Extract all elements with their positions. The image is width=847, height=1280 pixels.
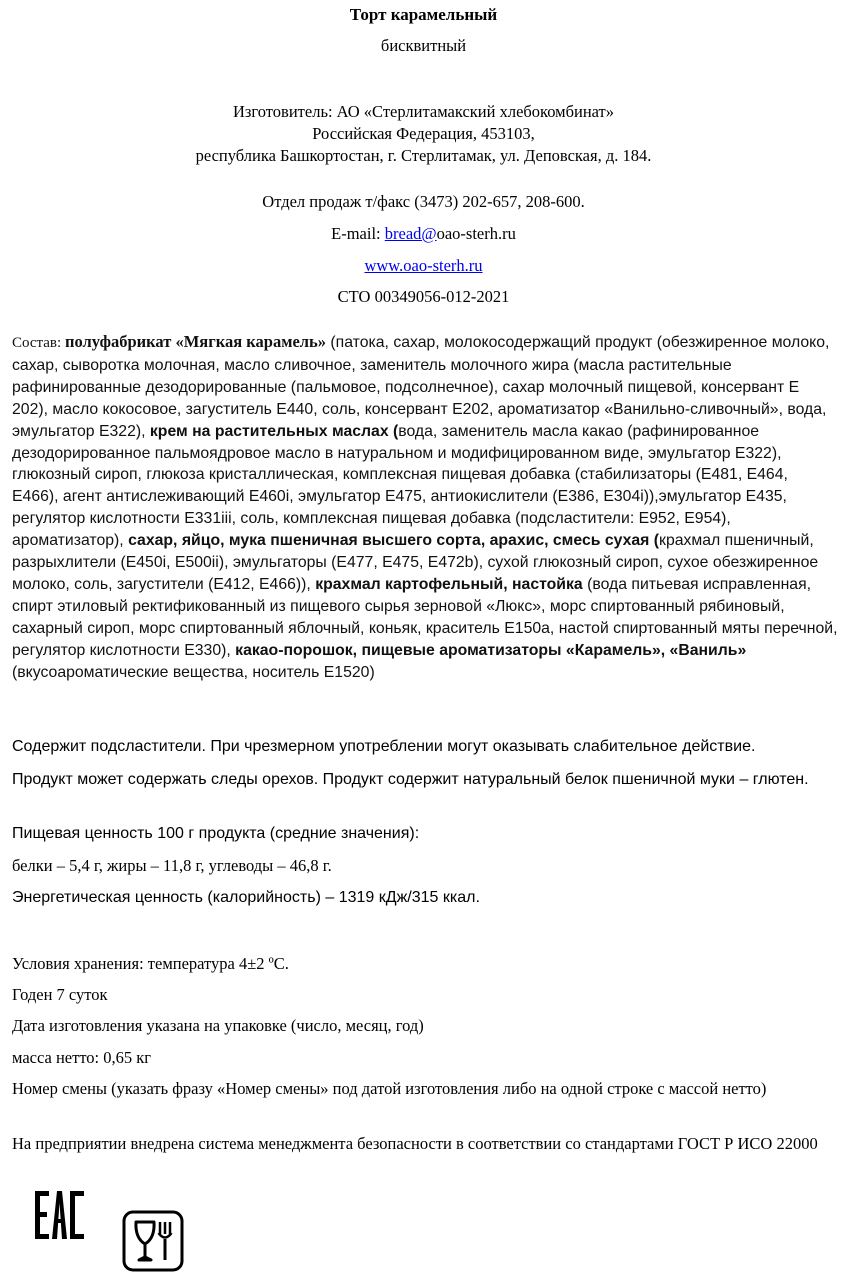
shift-number: Номер смены (указать фразу «Номер смены» под датой изготовления либо на одной строке с массой нетто) — [12, 1079, 767, 1098]
nutrition-values: белки – 5,4 г, жиры – 11,8 г, углеводы – 46,8 г. — [12, 856, 332, 875]
composition-part: крахмал пшеничный, разрыхлители (Е450i, Е500ii), эмульгаторы (Е477, Е475, Е472b), сухой глюкозный сироп, сухое обезжиренное молоко, соль, загустители (Е412, Е466)), — [12, 532, 819, 593]
email-line — [0, 224, 847, 244]
website-line — [0, 256, 847, 276]
net-mass: масса нетто: 0,65 кг — [12, 1048, 152, 1067]
sales-department: Отдел продаж т/факс (3473) 202-657, 208-600. — [262, 192, 585, 211]
composition-part: полуфабрикат «Мягкая карамель» — [64, 332, 327, 351]
composition-part: какао-порошок, пищевые ароматизаторы «Карамель», «Ваниль» — [235, 641, 747, 659]
manufacturer-line: Изготовитель: АО «Стерлитамакский хлебокомбинат» — [232, 102, 615, 121]
manufacturer-block — [0, 101, 847, 167]
certification-marks — [0, 1180, 847, 1280]
manufacturer-line: Российская Федерация, 453103, — [312, 124, 535, 143]
glass-fork-icon — [122, 1210, 184, 1272]
sweeteners-note: Содержит подсластители. При чрезмерном употреблении могут оказывать слабительное действие. — [12, 738, 756, 755]
safety-system: На предприятии внедрена система менеджмента безопасности в соответствии со стандартами ГОСТ Р ИСО 22000 — [12, 1134, 818, 1153]
product-subtitle: бисквитный — [380, 36, 467, 55]
energy-value: Энергетическая ценность (калорийность) – 1319 кДж/315 ккал. — [12, 889, 480, 906]
manufacturer-line: республика Башкортостан, г. Стерлитамак, ул. Деповская, д. 184. — [195, 146, 652, 165]
nutrition-title: Пищевая ценность 100 г продукта (средние значения): — [12, 825, 420, 842]
eac-mark-icon — [33, 1189, 87, 1243]
storage-conditions: Условия хранения: температура 4±2 ºС. — [12, 954, 289, 973]
composition-part: крахмал картофельный, настойка — [315, 575, 583, 593]
email-label: E-mail: — [331, 224, 385, 243]
standard-code: СТО 00349056-012-2021 — [337, 287, 510, 306]
composition-label: Состав: — [12, 335, 65, 351]
production-date: Дата изготовления указана на упаковке (число, месяц, год) — [12, 1016, 424, 1035]
email-link[interactable]: bread@ — [384, 224, 437, 243]
shelf-life: Годен 7 суток — [12, 985, 108, 1004]
email-domain: oao-sterh.ru — [436, 224, 516, 243]
composition-block — [12, 331, 838, 684]
product-title: Торт карамельный — [349, 5, 498, 24]
composition-part: крем на растительных маслах ( — [149, 422, 399, 440]
composition-part: сахар, яйцо, мука пшеничная высшего сорта, арахис, смесь сухая ( — [128, 532, 660, 550]
website-link[interactable]: www.oao-sterh.ru — [364, 256, 483, 275]
composition-part: (вкусоароматические вещества, носитель Е1520) — [12, 663, 375, 681]
composition-part: (патока, сахар, молокосодержащий продукт (обезжиренное молоко, сахар, сыворотка молочная, масло сливочное, заменитель молочного жира (масла растительные рафинированные дезодорированные (пальмовое, подсолнечное), сахар молочный пищевой, консервант Е 202), масло кокосовое, загуститель Е440, соль, консервант Е202, ароматизатор «Ванильно-сливочный», вода, эмульгатор Е322), — [12, 334, 830, 440]
allergens-note: Продукт может содержать следы орехов. Продукт содержит натуральный белок пшеничной муки – глютен. — [12, 771, 809, 788]
composition-part: вода, заменитель масла какао (рафинированное дезодорированное пальмоядровое масло в натуральном и модифицированном виде, эмульгатор Е322), глюкозный сироп, глюкоза кристаллическая, комплексная пищевая добавка (стабилизаторы (Е481, Е464, Е466), агент антислеживающий Е460i, эмульгатор Е475, антиокислители (Е386, Е304i)),эмульгатор Е435, регулятор кислотности Е331iii, соль, комплексная пищевая добавка (подсластители: Е952, Е954), ароматизатор), — [12, 422, 788, 550]
composition-part: (вода питьевая исправленная, спирт этиловый ректификованный из пищевого сырья зерновой «Люкс», морс спиртованный рябиновый, сахарный сироп, морс спиртованный яблочный, коньяк, краситель Е150а, настой спиртованный мяты перечной, регулятор кислотности Е330), — [12, 575, 838, 659]
